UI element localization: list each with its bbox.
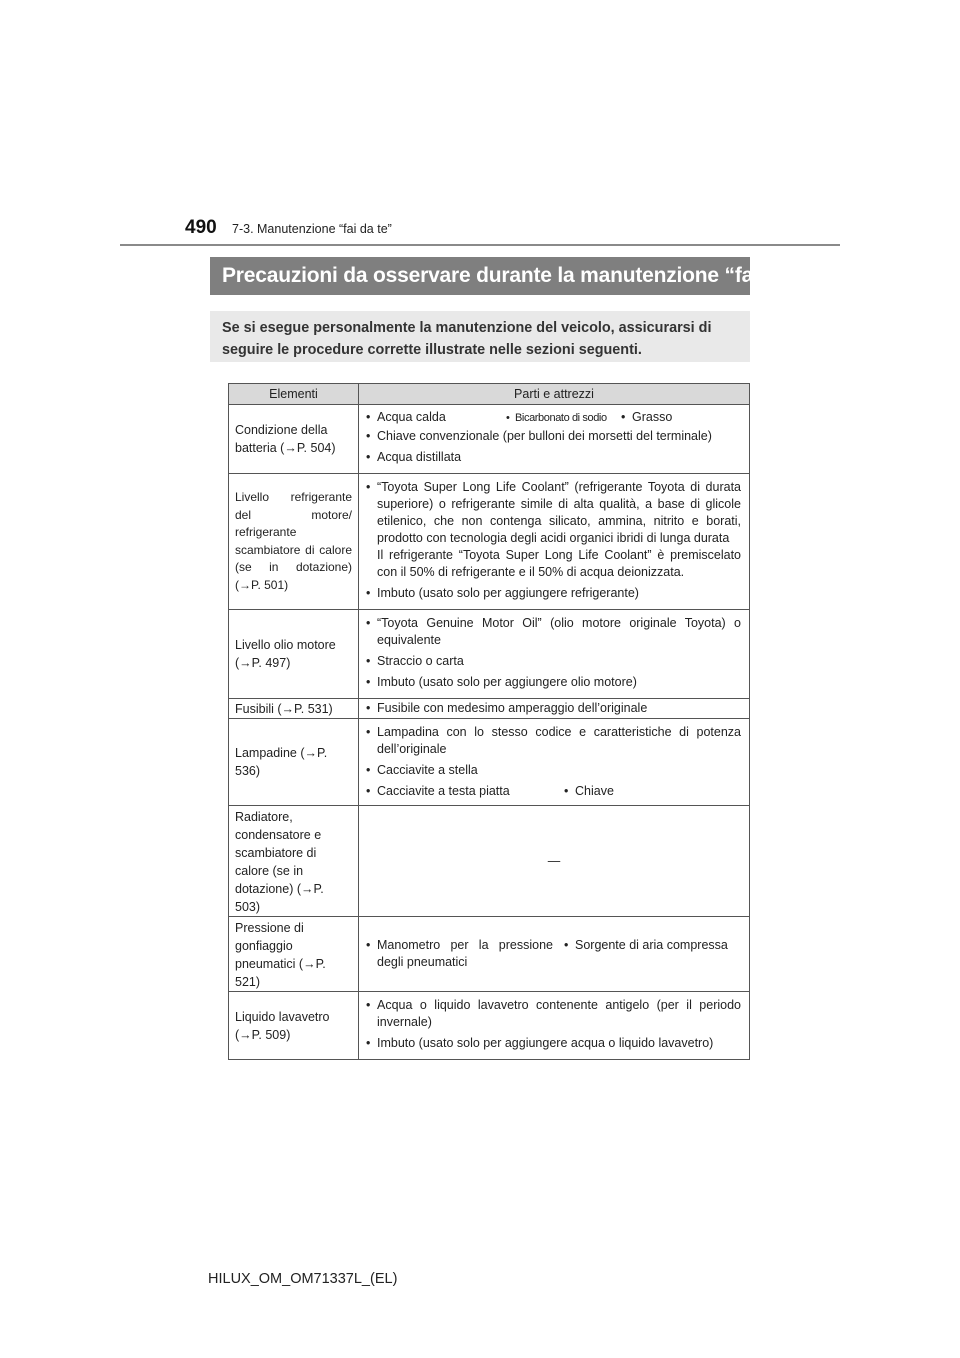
element-cell: Liquido lavavetro (→P. 509) [229, 992, 359, 1060]
page-title: Precauzioni da osservare durante la manutenzione “fai da te” [210, 257, 750, 295]
bullet-item [365, 479, 741, 581]
bullet-item: • Grasso [620, 410, 672, 424]
bullet-row [365, 783, 741, 800]
bullet-item: • Imbuto (usato solo per aggiungere olio motore) [365, 674, 741, 691]
table-header-row [229, 384, 750, 405]
element-cell: Pressione di gonfiaggio pneumatici (→P. 521) [229, 917, 359, 992]
bullet-item: • Straccio o carta [365, 653, 741, 670]
bullet-item: • Cacciavite a stella [365, 762, 741, 779]
table-row [229, 719, 750, 806]
bullet-item: • “Toyota Genuine Motor Oil” (olio motore originale Toyota) o equivalente [365, 615, 741, 649]
bullet-item: • Cacciavite a testa piatta [365, 783, 563, 800]
parts-cell [359, 610, 750, 699]
bullet-list [365, 997, 741, 1052]
page-number: 490 [185, 217, 217, 238]
element-cell: Fusibili (→P. 531) [229, 699, 359, 719]
column-header-parts: Parti e attrezzi [359, 384, 750, 405]
bullet-list [365, 615, 741, 691]
table-row [229, 992, 750, 1060]
header-divider [120, 244, 840, 246]
parts-cell [359, 917, 750, 992]
element-cell: Condizione della batteria (→P. 504) [229, 405, 359, 474]
element-cell: Livello refrigerante del motore/ refrigerante scambiatore di calore (se in dotazione) (→P. 501) [229, 474, 359, 610]
bullet-item: • Acqua calda [365, 410, 506, 424]
bullet-list [365, 724, 741, 779]
intro-text: Se si esegue personalmente la manutenzione del veicolo, assicurarsi di seguire le procedure corrette illustrate nelle sezioni seguenti. [210, 311, 750, 362]
parts-cell [359, 474, 750, 610]
bullet-item: • Acqua o liquido lavavetro contenente antigelo (per il periodo invernale) [365, 997, 741, 1031]
bullet-row [365, 410, 741, 424]
table-row [229, 806, 750, 917]
bullet-row [365, 937, 741, 971]
element-cell: Livello olio motore (→P. 497) [229, 610, 359, 699]
bullet-item: • Bicarbonato di sodio [506, 412, 620, 424]
bullet-list [365, 428, 741, 466]
empty-dash: — [547, 854, 561, 868]
bullet-item: • Sorgente di aria compressa [563, 937, 741, 971]
bullet-item: • Imbuto (usato solo per aggiungere acqua o liquido lavavetro) [365, 1035, 741, 1052]
bullet-item: • Chiave [563, 783, 614, 800]
table-row [229, 610, 750, 699]
parts-cell [359, 699, 750, 719]
coolant-note: Il refrigerante “Toyota Super Long Life Coolant” è premiscelato con il 50% di refrigerante e il 50% di acqua deionizzata. [377, 548, 741, 579]
element-cell: Lampadine (→P. 536) [229, 719, 359, 806]
parts-cell [359, 806, 750, 917]
element-cell: Radiatore, condensatore e scambiatore di calore (se in dotazione) (→P. 503) [229, 806, 359, 917]
coolant-description: “Toyota Super Long Life Coolant” (refrigerante Toyota di durata superiore) o refrigerante simile di alta qualità, a base di glicole etilenico, che non contenga silicato, ammina, nitrito e borati, prodotto con tecnologia degli acidi organici ibridi di lunga durata [377, 480, 741, 545]
section-label: 7-3. Manutenzione “fai da te” [232, 222, 392, 236]
bullet-list [365, 479, 741, 602]
table-row [229, 699, 750, 719]
bullet-item: • Manometro per la pressione degli pneumatici [365, 937, 553, 971]
table-row [229, 474, 750, 610]
parts-cell [359, 719, 750, 806]
parts-cell [359, 992, 750, 1060]
bullet-item: • Chiave convenzionale (per bulloni dei morsetti del terminale) [365, 428, 741, 445]
bullet-item: • Lampadina con lo stesso codice e caratteristiche di potenza dell’originale [365, 724, 741, 758]
table-row [229, 405, 750, 474]
parts-cell [359, 405, 750, 474]
column-header-elements: Elementi [229, 384, 359, 405]
bullet-list [365, 700, 741, 717]
bullet-item: • Imbuto (usato solo per aggiungere refrigerante) [365, 585, 741, 602]
maintenance-table [228, 383, 750, 1060]
table-row [229, 917, 750, 992]
bullet-item: • Acqua distillata [365, 449, 741, 466]
bullet-item: • Fusibile con medesimo amperaggio dell’originale [365, 700, 741, 717]
document-id: HILUX_OM_OM71337L_(EL) [208, 1271, 398, 1287]
